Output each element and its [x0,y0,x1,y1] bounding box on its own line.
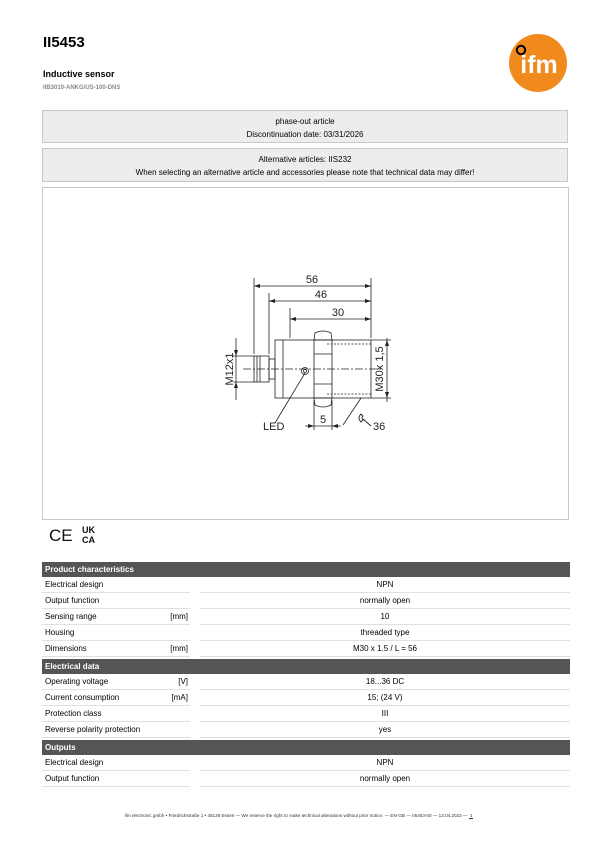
row-unit: [V] [178,677,188,686]
dim-36: 36 [373,421,386,433]
led-label: LED [263,421,285,433]
product-subtitle: Inductive sensor [43,69,115,79]
product-title: II5453 [43,34,85,51]
logo-text: ifm [520,51,558,79]
row-value: III [381,709,389,718]
row-label: Output function [45,596,100,605]
table-row [42,755,570,771]
ce-mark [49,525,73,545]
ukca-mark [80,525,104,545]
page-footer [0,813,598,819]
table-row [42,771,570,787]
table-row [42,690,570,706]
table-row [42,593,570,609]
alternative-warning: When selecting an alternative article and accessories please note that technical data may differ! [135,168,475,177]
footer-text: ifm electronic gmbh • Friedrichstraße 1 • 45128 Essen — We reserve the right to make technical alterations without prior notice. — EN-GB — II5453-00 — 13.04.2023 — [124,813,468,818]
row-label: Dimensions [45,644,87,653]
table-row [42,706,570,722]
article-code: IIB3010-ANKG/US-100-DNS [43,85,121,91]
section-product-characteristics [42,562,570,657]
row-label: Output function [45,774,100,783]
row-unit: [mA] [171,693,188,702]
row-label: Electrical design [45,580,104,589]
row-value: normally open [359,596,411,605]
dim-m12: M12x1 [224,352,236,386]
nut-upper [314,331,332,340]
row-value: 18...36 DC [365,677,405,686]
row-label: Housing [45,628,75,637]
row-label: Current consumption [45,693,120,702]
row-value: threaded type [360,628,410,637]
section-outputs [42,740,570,787]
row-value: 15; (24 V) [367,693,403,702]
dimension-drawing [42,187,569,520]
row-value: M30 x 1.5 / L = 56 [353,644,417,653]
table-row [42,674,570,690]
ce-text: CE [49,526,73,545]
ukca-line2: CA [82,535,96,545]
section-header: Outputs [42,740,570,755]
row-value: NPN [376,758,394,767]
row-value: 10 [380,612,390,621]
wrench-icon [359,414,371,426]
row-value: yes [378,725,392,734]
table-row [42,625,570,641]
dim-46: 46 [314,289,328,301]
dim-5: 5 [319,414,327,426]
row-label: Protection class [45,709,102,718]
phaseout-notice [42,110,568,143]
page-number: 1 [469,813,473,818]
discontinuation-date: Discontinuation date: 03/31/2026 [246,130,364,139]
dim-30: 30 [331,307,345,319]
sensor-drawing-svg [43,188,570,521]
table-row [42,641,570,657]
ifm-logo [508,33,568,93]
dim-56: 56 [305,274,319,286]
alternative-articles: Alternative articles: IIS232 [258,155,352,164]
row-label: Sensing range [45,612,97,621]
table-row [42,722,570,738]
phaseout-label: phase-out article [275,117,335,126]
row-value: NPN [376,580,394,589]
table-row [42,577,570,593]
row-value: normally open [359,774,411,783]
row-label: Operating voltage [45,677,109,686]
row-label: Electrical design [45,758,104,767]
alternative-notice [42,148,568,182]
table-row [42,609,570,625]
section-header: Product characteristics [42,562,570,577]
row-unit: [mm] [170,644,188,653]
row-label: Reverse polarity protection [45,725,141,734]
row-unit: [mm] [170,612,188,621]
section-electrical-data [42,659,570,738]
nut-lower [314,398,332,407]
section-header: Electrical data [42,659,570,674]
ukca-line1: UK [82,525,96,536]
dim-m30: M30x 1,5 [374,346,386,392]
